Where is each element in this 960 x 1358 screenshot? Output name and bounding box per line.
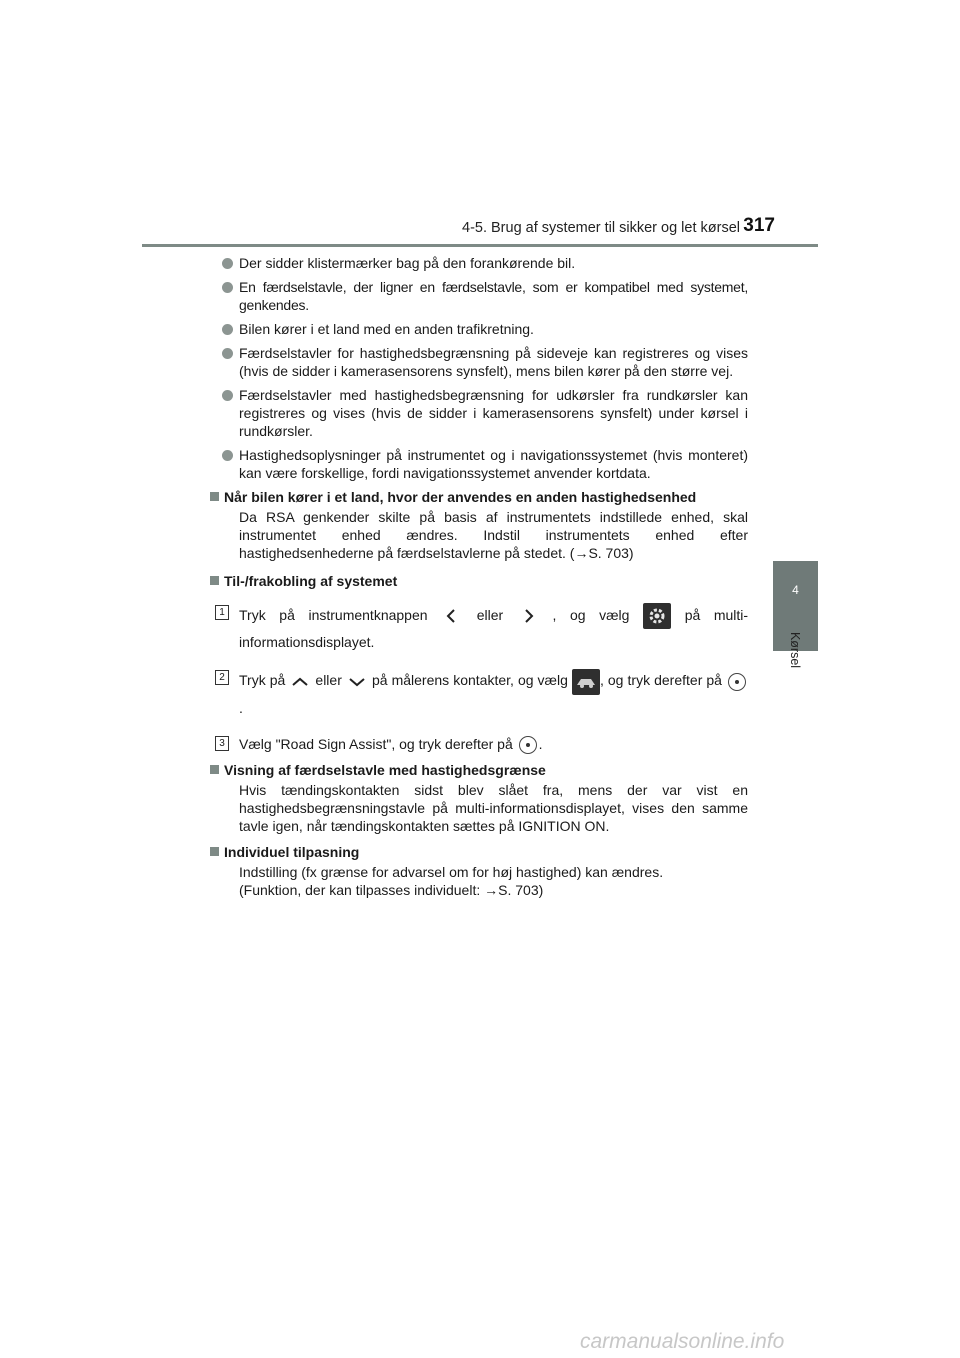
bullet-icon (222, 348, 233, 359)
watermark-logo: carmanualsonline.info (580, 1330, 785, 1353)
section-heading (210, 572, 748, 590)
square-bullet-icon (210, 847, 219, 856)
step-2 (210, 667, 748, 720)
chapter-label-box (773, 620, 818, 680)
bullet-icon (222, 450, 233, 461)
square-bullet-icon (210, 492, 219, 501)
section-heading-text: Til-/frakobling af systemet (224, 573, 398, 589)
section-body-line: Indstilling (fx grænse for advarsel om for høj hastighed) kan ændres. (239, 863, 664, 880)
section-heading (210, 843, 748, 861)
bullet-icon (222, 390, 233, 401)
section-heading (210, 761, 748, 779)
bullet-icon (222, 282, 233, 293)
chevron-left-icon (441, 607, 463, 625)
bullet-text: Bilen kører i et land med en anden trafikretning. (239, 321, 534, 337)
step-text: Vælg "Road Sign Assist", og tryk derefter på (239, 735, 513, 752)
page-number: 317 (743, 215, 775, 236)
bullet-item (222, 254, 748, 272)
step-text: , og tryk derefter på (599, 672, 722, 689)
section-body-line: (Funktion, der kan tilpasses individuelt: →S. 703) (239, 881, 544, 898)
header-rule (142, 244, 818, 247)
chapter-number: 4 (792, 583, 799, 597)
square-bullet-icon (210, 765, 219, 774)
bullet-item (222, 446, 748, 482)
section-heading-text: Når bilen kører i et land, hvor der anvendes en anden hastighedsenhed (224, 489, 697, 505)
section-heading (210, 488, 748, 506)
section-body: Hvis tændingskontakten sidst blev slået fra, mens der var vist en hastighedsbegrænsningstavle på multi-informationsdisplayet, vises den samme tavle igen, når tændingskontakten sættes på IGNITION ON. (239, 781, 748, 834)
section-speed-unit (210, 488, 748, 562)
section-title: 4-5. Brug af systemer til sikker og let kørsel (462, 220, 740, 236)
bullet-text: Færdselstavler med hastighedsbegrænsning for udkørsler fra rundkørsler kan registreres og vises (hvis de sidder i kamerasensorens synsfelt) under kørsel i rundkørsler. (239, 387, 748, 439)
step-text: eller (315, 672, 342, 689)
bullet-text: Færdselstavler for hastighedsbegrænsning på sideveje kan registreres og vises (hvis de sidder i kamerasensorens synsfelt), mens bilen kører på den større vej. (239, 345, 748, 379)
bullet-item (222, 344, 748, 380)
chevron-down-icon (346, 674, 368, 690)
step-3 (210, 733, 748, 755)
step-text: . (239, 699, 243, 716)
bullet-item (222, 386, 748, 440)
step-1 (210, 602, 748, 655)
section-heading-text: Visning af færdselstavle med hastighedsgrænse (224, 761, 546, 778)
bullet-item (222, 320, 748, 338)
section-body: Da RSA genkender skilte på basis af instrumentets indstillede enhed, skal instrumentet enhed ændres. Indstil instrumentets enhed efter hastighedsenhederne på færdselstavlerne på stedet. (→S. 703) (239, 509, 748, 561)
vehicle-settings-icon (572, 669, 600, 695)
step-text: Tryk på instrumentknappen (239, 607, 428, 623)
ok-button-icon (728, 673, 746, 691)
section-display (210, 761, 748, 835)
section-toggle-system (210, 572, 748, 755)
bullet-icon (222, 258, 233, 269)
bullet-text: Der sidder klistermærker bag på den forankørende bil. (239, 255, 576, 271)
settings-gear-icon (643, 603, 671, 629)
chevron-right-icon (517, 607, 539, 625)
step-text: , og vælg (552, 607, 630, 623)
page-content (219, 254, 749, 899)
step-text: eller (476, 607, 504, 623)
step-number: 3 (215, 736, 229, 751)
step-text: på multi-informationsdisplayet. (239, 607, 749, 651)
section-heading-text: Individuel tilpasning (224, 843, 360, 860)
bullet-text: Hastighedsoplysninger på instrumentet og i navigationssystemet (hvis monteret) kan være forskellige, fordi navigationssystemet anvender kortdata. (239, 447, 748, 481)
square-bullet-icon (210, 576, 219, 585)
section-custom (210, 843, 748, 899)
step-number: 2 (215, 670, 229, 685)
step-text: Tryk på (239, 672, 286, 689)
chevron-up-icon (289, 674, 311, 690)
chapter-label: Kørsel (788, 631, 803, 669)
bullet-icon (222, 324, 233, 335)
step-number: 1 (215, 605, 229, 620)
ok-button-icon (519, 736, 537, 754)
bullet-item (222, 278, 748, 314)
bullet-text: En færdselstavle, der ligner en færdselstavle, som er kompatibel med systemet, genkendes. (239, 279, 748, 313)
step-text: . (538, 735, 543, 752)
step-text: på målerens kontakter, og vælg (371, 672, 568, 689)
